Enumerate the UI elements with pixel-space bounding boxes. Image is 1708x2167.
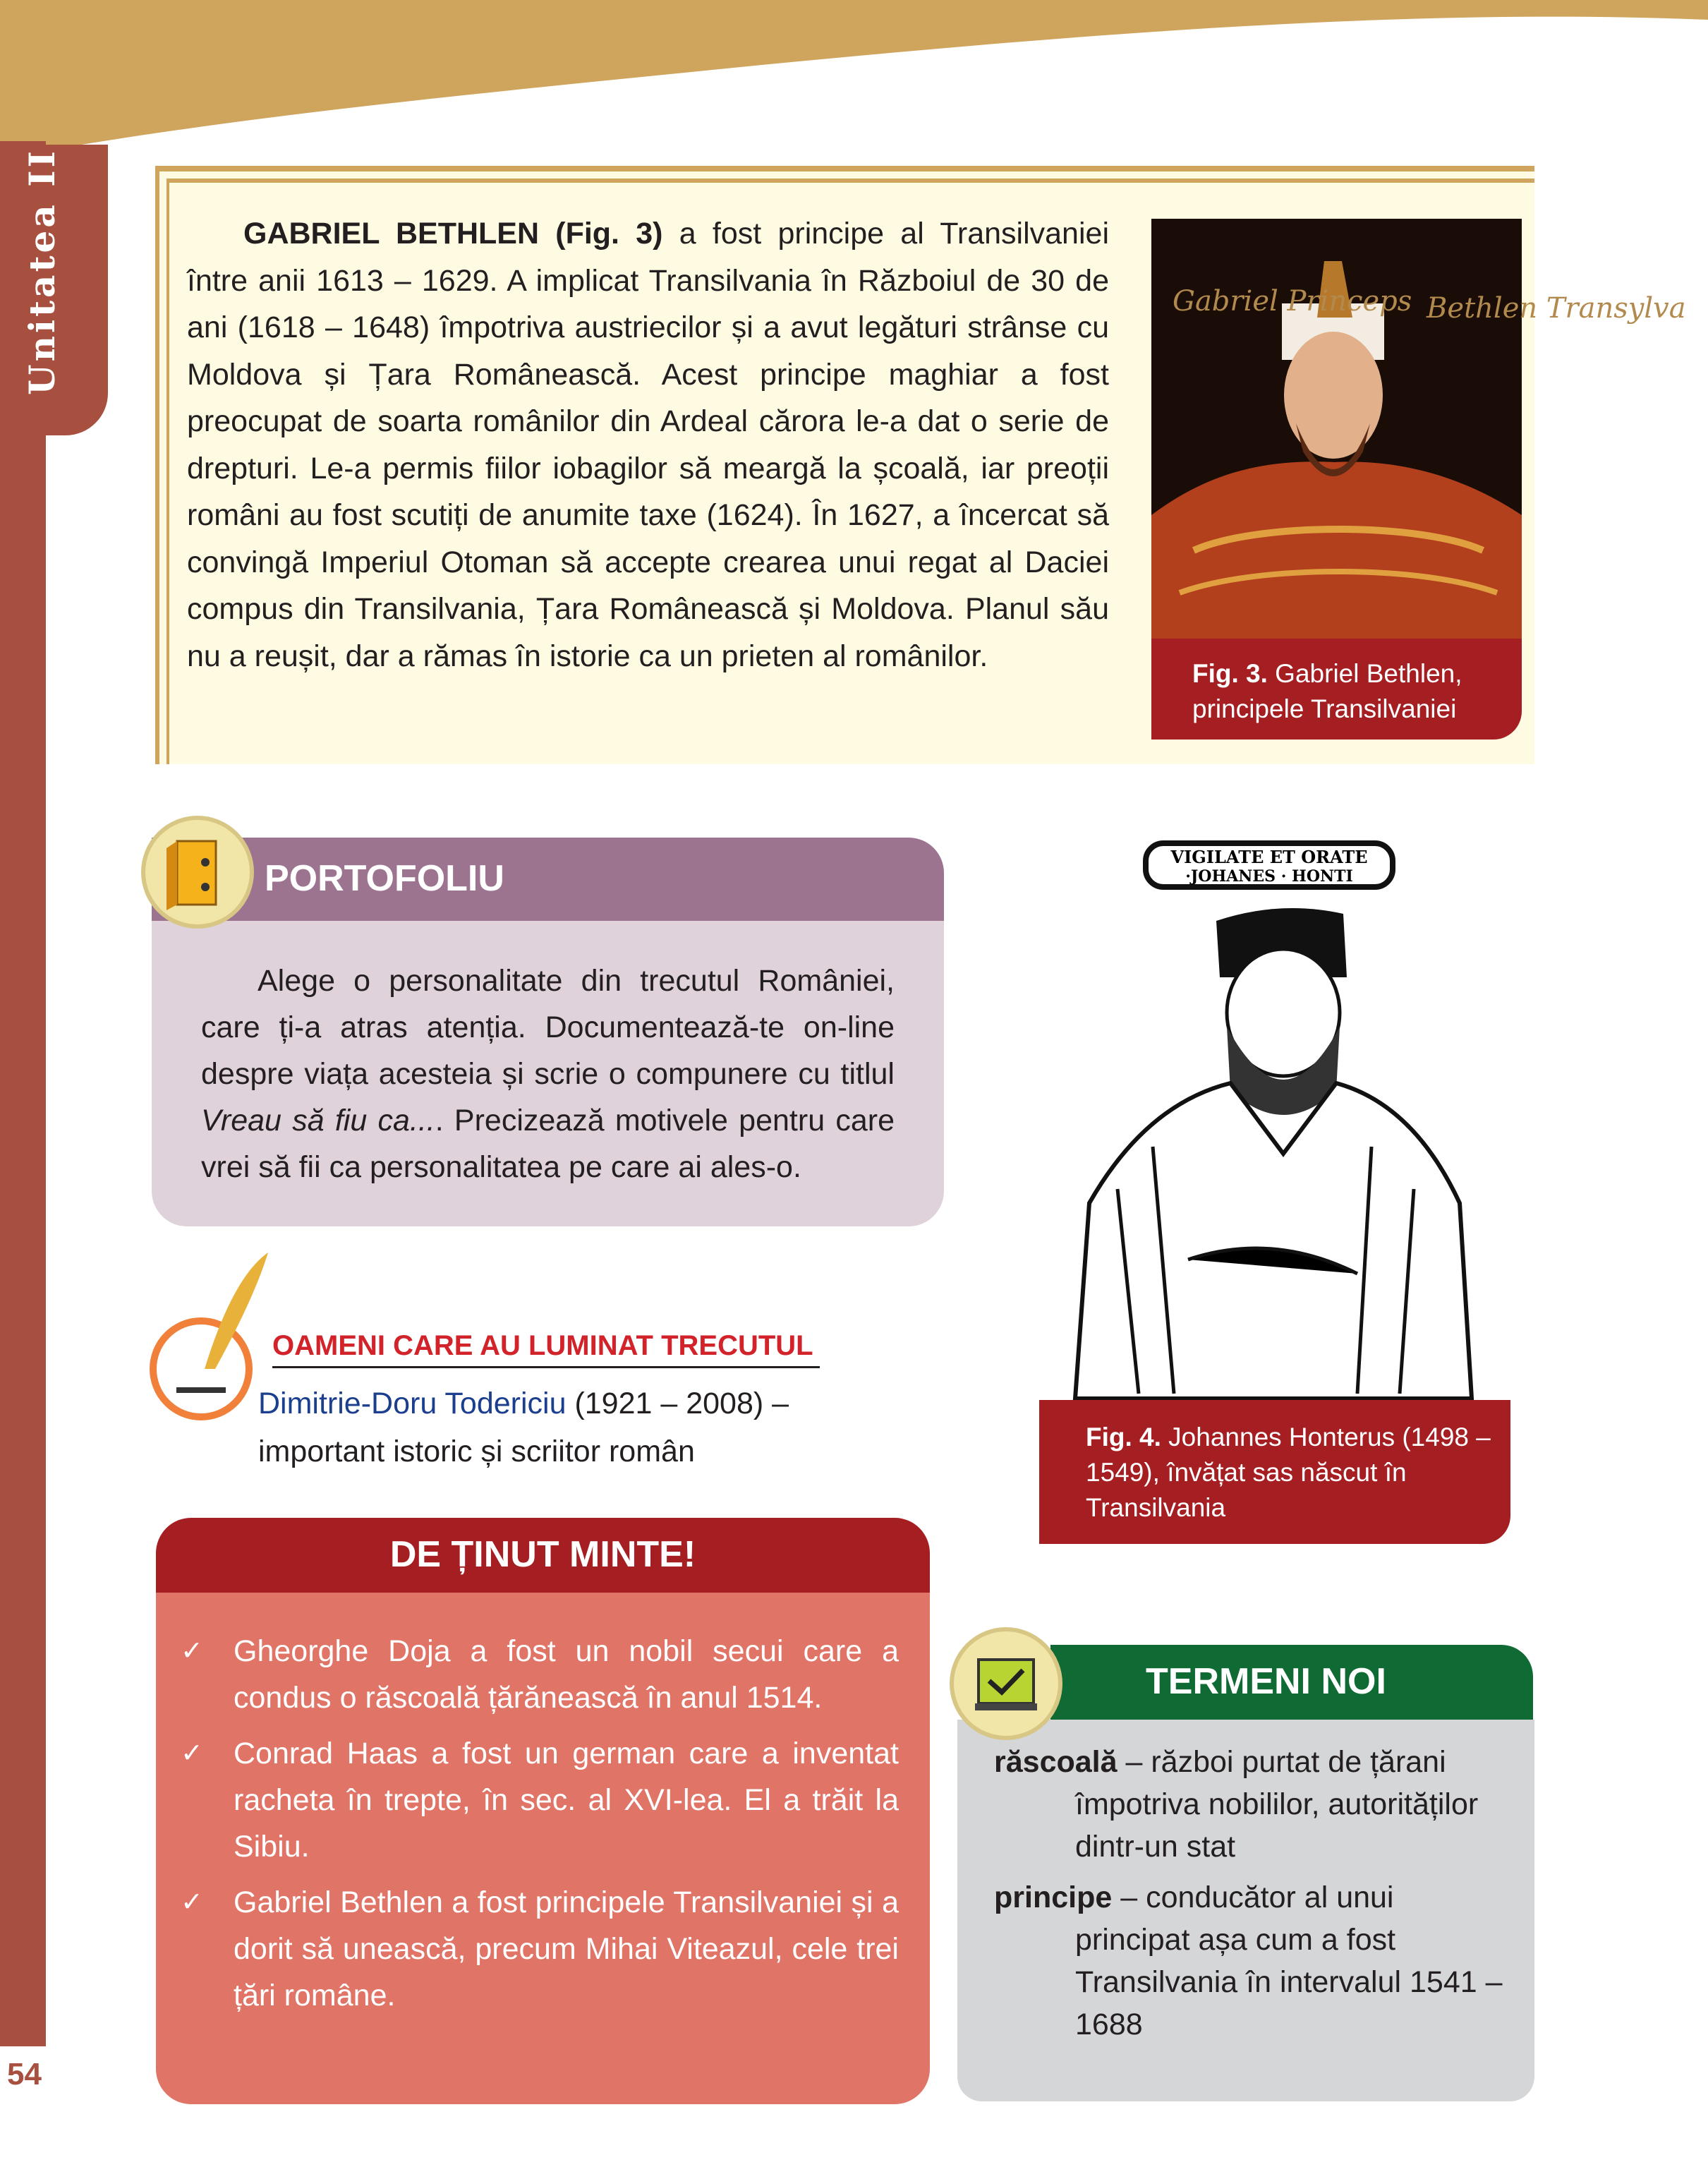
bethlen-body: a fost principe al Transilvaniei între anii 1613 – 1629. A implicat Transilvania în Războiul de 30 de ani (1618 – 1648) împotriva austriecilor și a avut legături strânse cu Moldova și Țara Românească. Acest principe maghiar a fost preocupat de soarta românilor din Ardeal cărora le-a dat o serie de drepturi. Le-a permis fiilor iobagilor să meargă la școală, iar preoții români au fost scutiți de anumite taxe (1624). În 1627, a încercat să convingă Imperiul Otoman să accepte crearea unui regat al Daciei compus din Transilvania, Țara Românească și Moldova. Planul său nu a reușit, dar a rămas în istorie ca un prieten al românilor. (187, 217, 1109, 673)
termeni-noi-title: TERMENI NOI (1050, 1645, 1533, 1720)
honterus-woodcut (1075, 836, 1472, 1399)
term-definition (994, 1876, 1506, 2046)
bethlen-name: GABRIEL BETHLEN (Fig. 3) (243, 217, 663, 250)
fig3-label: Fig. 3. (1192, 659, 1268, 688)
fig3-caption (1151, 639, 1522, 740)
fig4-label: Fig. 4. (1086, 1423, 1161, 1451)
term: principe (994, 1881, 1113, 1914)
quill-icon (148, 1249, 275, 1425)
bethlen-text (187, 210, 1109, 680)
de-tinut-minte-list (156, 1593, 930, 2104)
check-icon: ✓ (181, 1636, 203, 1666)
termeni-noi-body (957, 1720, 1534, 2101)
portofoliu-body (152, 921, 944, 1226)
definition: – război purtat de țărani împotriva nobililor, autorităților dintr-un stat (1075, 1745, 1479, 1864)
de-tinut-minte-title: DE ȚINUT MINTE! (156, 1518, 930, 1593)
list-item (181, 1628, 899, 1721)
list-item (181, 1879, 899, 2019)
banner-line-1: VIGILATE ET ORATE (1170, 847, 1368, 867)
fig3-text: Gabriel Bethlen, principele Transilvaniei (1192, 659, 1462, 723)
portrait-inscription-right: Bethlen Transylva (1427, 292, 1686, 325)
folder-icon (141, 816, 254, 929)
oameni-text (258, 1380, 858, 1475)
term: răscoală (994, 1745, 1118, 1779)
unit-label: Unitatea II (21, 148, 63, 395)
term-definition (994, 1741, 1506, 1868)
banner-line-2: ·JOHANES · HONTI (1185, 867, 1353, 886)
person-desc: (1921 – 2008) – important istoric și scriitor român (258, 1387, 789, 1468)
fig4-text: Johannes Honterus (1498 – 1549), învățat sas născut în Transilvania (1086, 1423, 1491, 1522)
item-text: Gabriel Bethlen a fost principele Transilvaniei și a dorit să unească, precum Mihai Viteazul, cele trei țări române. (234, 1885, 899, 2012)
fig4-caption (1039, 1400, 1510, 1544)
header-swoosh (0, 0, 1708, 169)
checkbox-book-icon (950, 1627, 1062, 1740)
list-item (181, 1730, 899, 1870)
portofoliu-text-2: . Precizează motivele pentru care vrei să fii ca personalitatea pe care ai ales-o. (201, 1104, 895, 1184)
bethlen-portrait (1151, 219, 1686, 642)
definition: – conducător al unui principat așa cum a fost Transilvania în intervalul 1541 – 1688 (1075, 1881, 1503, 2041)
person-name: Dimitrie-Doru Todericiu (258, 1387, 567, 1420)
portofoliu-title: PORTOFOLIU (152, 838, 944, 921)
check-icon: ✓ (181, 1888, 203, 1917)
portrait-inscription-left: Gabriel Princeps (1173, 285, 1412, 318)
oameni-title: OAMENI CARE AU LUMINAT TRECUTUL (272, 1330, 820, 1368)
page-number: 54 (7, 2057, 42, 2091)
item-text: Gheorghe Doja a fost un nobil secui care a condus o răscoală țărănească în anul 1514. (234, 1634, 899, 1715)
portofoliu-italic: Vreau să fiu ca... (201, 1104, 435, 1137)
item-text: Conrad Haas a fost un german care a inventat racheta în trepte, în sec. al XVI-lea. El a trăit la Sibiu. (234, 1737, 899, 1864)
check-icon: ✓ (181, 1739, 203, 1768)
portofoliu-text: Alege o personalitate din trecutul României, care ți-a atras atenția. Documentează-te on-line despre viața acesteia și scrie o compunere cu titlul (201, 964, 895, 1091)
